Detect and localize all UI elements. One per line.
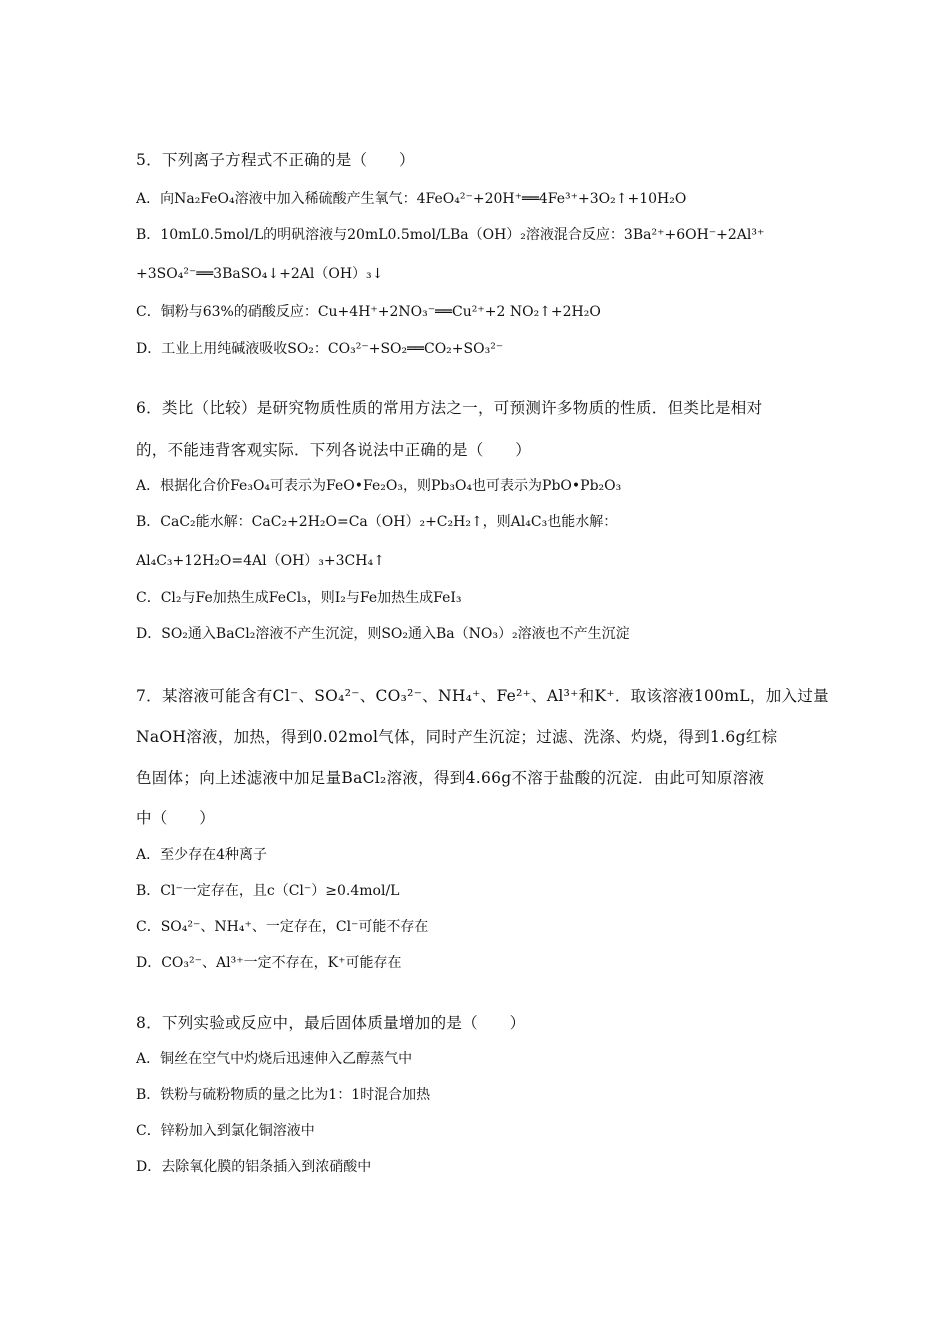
question-6-option-c: C．Cl₂与Fe加热生成FeCl₃，则I₂与Fe加热生成FeI₃ xyxy=(136,590,462,606)
question-7-option-b: B．Cl⁻一定存在，且c（Cl⁻）≥0.4mol/L xyxy=(136,883,400,899)
question-8-option-d: D．去除氧化膜的铝条插入到浓硝酸中 xyxy=(136,1159,372,1175)
question-8-option-c: C．锌粉加入到氯化铜溶液中 xyxy=(136,1123,315,1139)
question-8-option-a: A．铜丝在空气中灼烧后迅速伸入乙醇蒸气中 xyxy=(136,1051,413,1067)
question-7-option-a: A．至少存在4种离子 xyxy=(136,847,268,863)
question-5-option-d: D．工业上用纯碱液吸收SO₂：CO₃²⁻+SO₂══CO₂+SO₃²⁻ xyxy=(136,341,504,357)
question-8-stem: 8．下列实验或反应中，最后固体质量增加的是（ ） xyxy=(136,1014,526,1032)
question-7-stem-line-2: NaOH溶液，加热，得到0.02mol气体，同时产生沉淀；过滤、洗涤、灼烧，得到1.6g红棕 xyxy=(136,728,778,746)
question-6-stem-line-1: 6．类比（比较）是研究物质性质的常用方法之一，可预测许多物质的性质．但类比是相对 xyxy=(136,399,763,417)
question-7-stem-line-1: 7．某溶液可能含有Cl⁻、SO₄²⁻、CO₃²⁻、NH₄⁺、Fe²⁺、Al³⁺和K⁺．取该溶液100mL，加入过量 xyxy=(136,687,829,705)
question-7-stem-line-3: 色固体；向上述滤液中加足量BaCl₂溶液，得到4.66g不溶于盐酸的沉淀．由此可知原溶液 xyxy=(136,769,765,787)
question-5-option-b-continued: +3SO₄²⁻══3BaSO₄↓+2Al（OH）₃↓ xyxy=(136,266,384,282)
question-5-option-b: B．10mL0.5mol/L的明矾溶液与20mL0.5mol/LBa（OH）₂溶液混合反应：3Ba²⁺+6OH⁻+2Al³⁺ xyxy=(136,227,765,243)
question-8-option-b: B．铁粉与硫粉物质的量之比为1：1时混合加热 xyxy=(136,1087,431,1103)
question-5-option-a: A．向Na₂FeO₄溶液中加入稀硫酸产生氧气：4FeO₄²⁻+20H⁺══4Fe³⁺+3O₂↑+10H₂O xyxy=(136,191,687,207)
question-7-option-d: D．CO₃²⁻、Al³⁺一定不存在，K⁺可能存在 xyxy=(136,955,402,971)
question-7-option-c: C．SO₄²⁻、NH₄⁺、一定存在，Cl⁻可能不存在 xyxy=(136,919,429,935)
question-6-stem-line-2: 的，不能违背客观实际．下列各说法中正确的是（ ） xyxy=(136,441,532,459)
question-5-stem: 5．下列离子方程式不正确的是（ ） xyxy=(136,151,415,169)
question-6-option-b-continued: Al₄C₃+12H₂O=4Al（OH）₃+3CH₄↑ xyxy=(136,553,385,569)
question-6-option-a: A．根据化合价Fe₃O₄可表示为FeO•Fe₂O₃，则Pb₃O₄也可表示为PbO•Pb₂O₃ xyxy=(136,478,622,494)
question-6-option-d: D．SO₂通入BaCl₂溶液不产生沉淀，则SO₂通入Ba（NO₃）₂溶液也不产生沉淀 xyxy=(136,626,630,642)
question-7-stem-line-4: 中（ ） xyxy=(136,809,216,827)
question-6-option-b: B．CaC₂能水解：CaC₂+2H₂O=Ca（OH）₂+C₂H₂↑，则Al₄C₃也能水解： xyxy=(136,514,618,530)
question-5-option-c: C．铜粉与63%的硝酸反应：Cu+4H⁺+2NO₃⁻══Cu²⁺+2 NO₂↑+2H₂O xyxy=(136,304,601,320)
